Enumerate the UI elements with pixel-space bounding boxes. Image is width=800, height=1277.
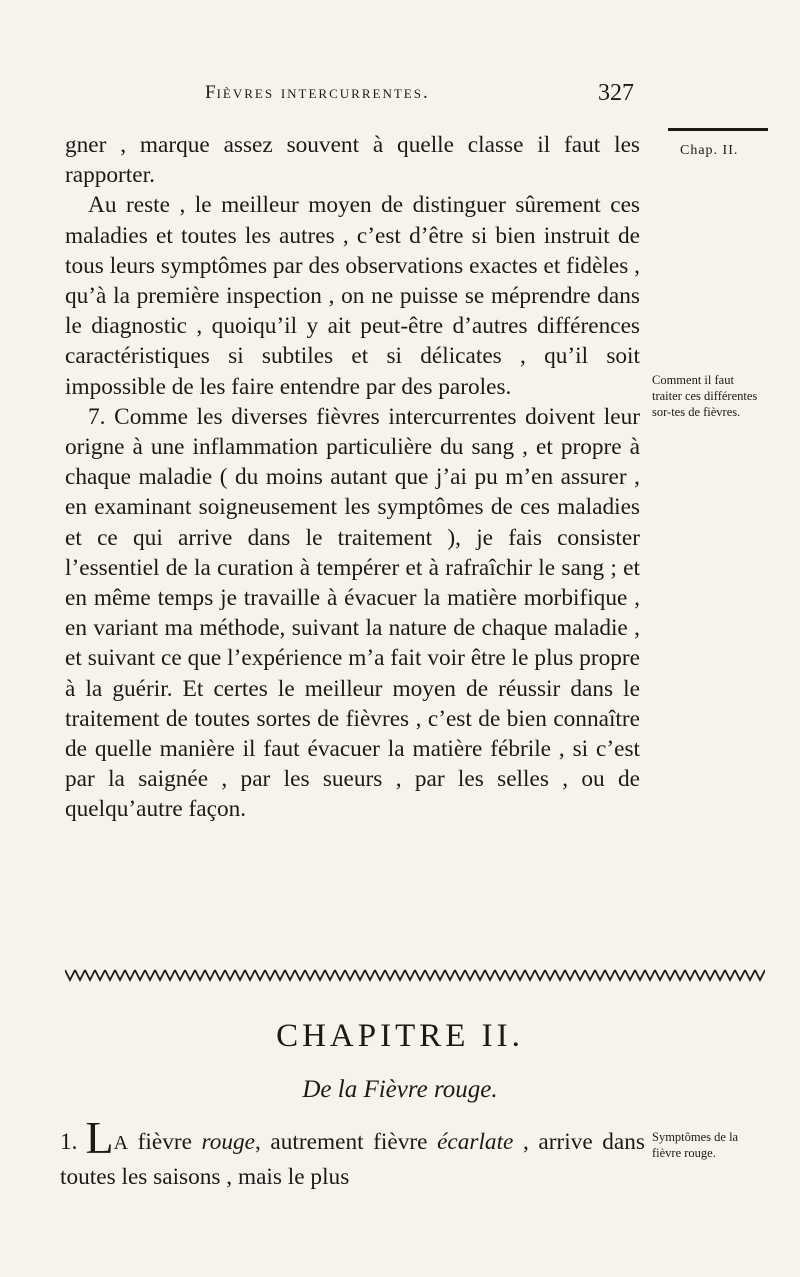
section-text-1: fièvre — [128, 1129, 202, 1155]
body-text — [65, 130, 640, 825]
term-rouge: rouge — [201, 1129, 256, 1155]
margin-note-symptoms: Symptômes de la fièvre rouge. — [652, 1130, 739, 1160]
paragraph-diagnosis: Au reste , le meilleur moyen de distinguer sûrement ces maladies et toutes les autres , c’est d’être si bien instruit de tous leurs symptômes par des observations exactes et fidèles , qu’à la première inspection , on ne puisse se méprendre dans le diagnostic , quoiqu’il y ait peut-être d’autres différences caractéristiques si subtiles et si délicates , qu’il soit impossible de les faire entendre par des paroles. — [65, 192, 640, 400]
section-number: 1. — [60, 1129, 78, 1155]
section-text-2: , autrement fièvre — [255, 1129, 438, 1155]
running-title — [205, 82, 430, 104]
ornamental-rule — [65, 968, 765, 982]
paragraph-seven: 7. Comme les diverses fièvres intercurrentes doivent leur origne à une inflammation particulière du sang , et propre à chaque maladie ( du moins autant que j’ai pu m’en assurer , en examinant soigneusement les symptômes de ces maladies et ce qui arrive dans le traitement ), je fais consister l’essentiel de la curation à tempérer et à rafraîchir le sang ; et en même temps je travaille à évacuer la matière morbifique , en variant ma méthode, suivant la nature de chaque maladie , et suivant ce que l’expérience m’a fait voir être le plus propre à la guérir. Et certes le meilleur moyen de réussir dans le traitement de toutes sortes de fièvres , c’est de bien connaître de quelle manière il faut évacuer la matière fébrile , si c’est par la saignée , par les sueurs , par les selles , ou de quelqu’autre façon. — [65, 403, 640, 823]
margin-note-treatment: Comment il faut traiter ces différentes sor-tes de fièvres. — [652, 373, 758, 419]
running-title-rest: ièvres intercurrentes. — [216, 82, 430, 103]
chapter-marker: Chap. II. — [680, 143, 739, 158]
section-one — [60, 1112, 645, 1194]
drop-cap-tail: A — [113, 1132, 129, 1154]
section-text-3: , arrive dans toutes les saisons , mais le plus — [60, 1129, 645, 1190]
chapter-subtitle: De la Fièvre rouge. — [302, 1076, 498, 1103]
page-number: 327 — [598, 80, 634, 106]
chapter-marker-rule — [668, 128, 768, 131]
chapter-title: CHAPITRE II. — [276, 1018, 524, 1054]
paragraph-continuation: gner , marque assez souvent à quelle classe il faut les rapporter. — [65, 132, 640, 189]
term-ecarlate: écarlate — [437, 1129, 514, 1155]
drop-cap: L — [85, 1112, 114, 1163]
running-title-initial: F — [205, 82, 217, 103]
